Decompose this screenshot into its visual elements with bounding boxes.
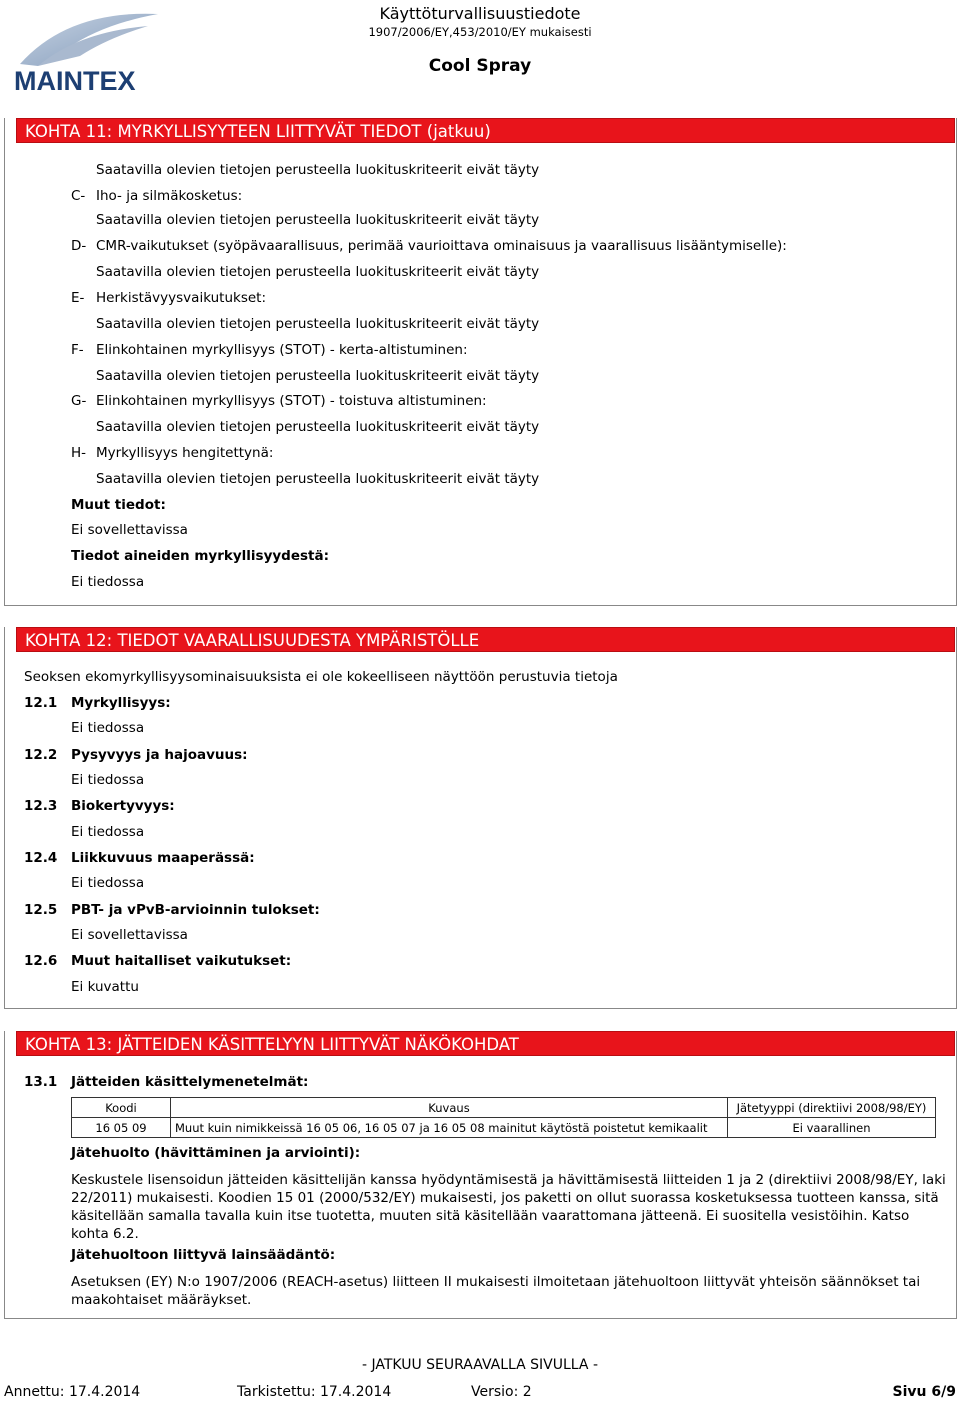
subsection-number: 12.6	[24, 953, 58, 969]
ingredients-label: Tiedot aineiden myrkyllisyydestä:	[71, 548, 329, 564]
item-value: Saatavilla olevien tietojen perusteella luokituskriteerit eivät täyty	[96, 316, 540, 332]
table-row	[72, 1118, 936, 1138]
ingredients-value: Ei tiedossa	[71, 574, 145, 590]
subsection-number: 12.4	[24, 850, 58, 866]
item-value: Saatavilla olevien tietojen perusteella luokituskriteerit eivät täyty	[96, 471, 540, 487]
subsection-value: Ei tiedossa	[71, 720, 145, 736]
item-label: Iho- ja silmäkosketus:	[96, 188, 243, 204]
item-label: CMR-vaikutukset (syöpävaarallisuus, perimää vaurioittava ominaisuus ja vaarallisuus lisääntymiselle):	[96, 238, 787, 254]
item-label: Myrkyllisyys hengitettynä:	[96, 445, 274, 461]
subsection-label: Pysyvyys ja hajoavuus:	[71, 747, 248, 763]
subsection-label: Liikkuvuus maaperässä:	[71, 850, 255, 866]
item-label: Herkistävyysvaikutukset:	[96, 290, 266, 306]
section-12-intro: Seoksen ekomyrkyllisyysominaisuuksista ei ole kokeelliseen näyttöön perustuvia tietoja	[24, 669, 618, 685]
item-value: Saatavilla olevien tietojen perusteella luokituskriteerit eivät täyty	[96, 264, 540, 280]
table-header-cell: Koodi	[72, 1098, 171, 1118]
item-letter: E-	[71, 290, 85, 306]
logo-text: MAINTEX	[14, 66, 136, 96]
subsection-number: 12.2	[24, 747, 58, 763]
item-label: Elinkohtainen myrkyllisyys (STOT) - toistuva altistuminen:	[96, 393, 487, 409]
item-letter: G-	[71, 393, 87, 409]
subsection-value: Ei tiedossa	[71, 875, 145, 891]
other-info-value: Ei sovellettavissa	[71, 522, 188, 538]
subsection-number: 12.3	[24, 798, 58, 814]
item-letter: D-	[71, 238, 87, 254]
page-number: Sivu 6/9	[892, 1384, 956, 1400]
item-letter: C-	[71, 188, 86, 204]
subsection-number: 13.1	[24, 1074, 58, 1090]
waste-handling-text: Keskustele lisensoidun jätteiden käsittelijän kanssa hyödyntämisestä ja hävittämisestä liitteiden 1 ja 2 (direktiivi 2008/98/EY, laki 22/2011) mukaisesti. Koodien 15 01 (2000/532/EY) mukaisesti, jos paketti on ollut suorassa kosketuksessa tuotteen kanssa, sitä käsitellään samalla tavalla kuin itse tuotetta, muuten sitä käsitellään vaarattomana jätteenä. Ei suositella vesistöihin. Katso kohta 6.2.	[71, 1172, 946, 1242]
section-12-header: KOHTA 12: TIEDOT VAARALLISUUDESTA YMPÄRISTÖLLE	[16, 627, 955, 652]
subsection-value: Ei tiedossa	[71, 824, 145, 840]
waste-code-table	[71, 1097, 936, 1138]
waste-handling-label: Jätehuolto (hävittäminen ja arviointi):	[71, 1145, 361, 1161]
subsection-number: 12.5	[24, 902, 58, 918]
item-value: Saatavilla olevien tietojen perusteella luokituskriteerit eivät täyty	[96, 419, 540, 435]
waste-law-label: Jätehuoltoon liittyvä lainsäädäntö:	[71, 1247, 336, 1263]
table-header-cell: Kuvaus	[171, 1098, 728, 1118]
subsection-value: Ei kuvattu	[71, 979, 139, 995]
continues-note: - JATKUU SEURAAVALLA SIVULLA -	[361, 1357, 598, 1373]
table-cell: 16 05 09	[72, 1118, 171, 1138]
table-header-cell: Jätetyyppi (direktiivi 2008/98/EY)	[728, 1098, 936, 1118]
section-11-first-line: Saatavilla olevien tietojen perusteella luokituskriteerit eivät täyty	[96, 162, 540, 178]
version: Versio: 2	[471, 1384, 532, 1400]
document-title: Käyttöturvallisuustiedote	[379, 4, 581, 23]
item-letter: F-	[71, 342, 84, 358]
product-name: Cool Spray	[428, 56, 532, 76]
subsection-label: Jätteiden käsittelymenetelmät:	[71, 1074, 309, 1090]
table-cell: Muut kuin nimikkeissä 16 05 06, 16 05 07 ja 16 05 08 mainitut käytöstä poistetut kemikaalit	[171, 1118, 728, 1138]
section-13-header: KOHTA 13: JÄTTEIDEN KÄSITTELYYN LIITTYVÄT NÄKÖKOHDAT	[16, 1031, 955, 1056]
issued-date: Annettu: 17.4.2014	[4, 1384, 141, 1400]
item-value: Saatavilla olevien tietojen perusteella luokituskriteerit eivät täyty	[96, 368, 540, 384]
reviewed-date: Tarkistettu: 17.4.2014	[237, 1384, 392, 1400]
subsection-label: Biokertyvyys:	[71, 798, 175, 814]
document-subtitle: 1907/2006/EY,453/2010/EY mukaisesti	[368, 25, 592, 39]
item-label: Elinkohtainen myrkyllisyys (STOT) - kerta-altistuminen:	[96, 342, 468, 358]
section-11-header: KOHTA 11: MYRKYLLISYYTEEN LIITTYVÄT TIEDOT (jatkuu)	[16, 118, 955, 143]
item-value: Saatavilla olevien tietojen perusteella luokituskriteerit eivät täyty	[96, 212, 540, 228]
waste-law-text: Asetuksen (EY) N:o 1907/2006 (REACH-asetus) liitteen II mukaisesti ilmoitetaan jätehuoltoon liittyvät yhteisön säännökset tai maakohtaiset määräykset.	[71, 1274, 921, 1308]
subsection-label: Muut haitalliset vaikutukset:	[71, 953, 292, 969]
table-cell: Ei vaarallinen	[728, 1118, 936, 1138]
subsection-label: PBT- ja vPvB-arvioinnin tulokset:	[71, 902, 320, 918]
subsection-number: 12.1	[24, 695, 58, 711]
other-info-label: Muut tiedot:	[71, 497, 166, 513]
subsection-value: Ei tiedossa	[71, 772, 145, 788]
table-header-row	[72, 1098, 936, 1118]
item-letter: H-	[71, 445, 87, 461]
subsection-value: Ei sovellettavissa	[71, 927, 188, 943]
subsection-label: Myrkyllisyys:	[71, 695, 171, 711]
